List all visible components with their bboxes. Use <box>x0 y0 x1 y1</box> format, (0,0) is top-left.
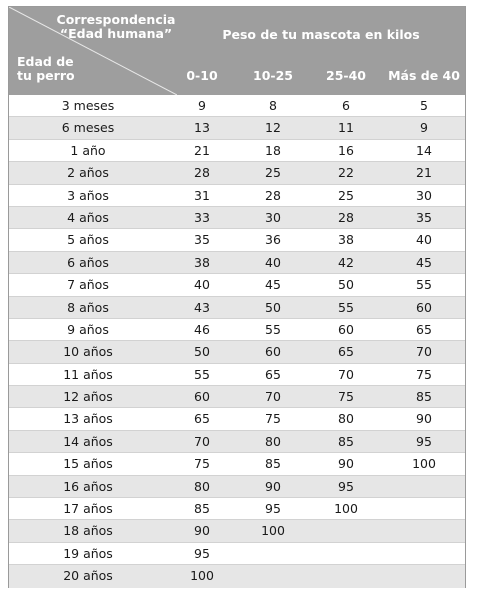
equivalent-age-cell: 95 <box>194 545 210 561</box>
equivalent-age-cell: 50 <box>338 277 354 293</box>
age-cell: 20 años <box>63 568 113 584</box>
equivalent-age-cell: 45 <box>265 277 281 293</box>
equivalent-age-cell: 21 <box>416 165 432 181</box>
equivalent-age-cell: 90 <box>416 411 432 427</box>
table-row <box>9 319 465 341</box>
table-row <box>9 140 465 162</box>
age-cell: 3 años <box>67 187 109 203</box>
age-cell: 12 años <box>63 389 113 405</box>
equivalent-age-cell: 38 <box>338 232 354 248</box>
equivalent-age-cell: 70 <box>338 366 354 382</box>
equivalent-age-cell: 35 <box>416 209 432 225</box>
equivalent-age-cell: 60 <box>338 321 354 337</box>
equivalent-age-cell: 60 <box>416 299 432 315</box>
equivalent-age-cell: 65 <box>338 344 354 360</box>
equivalent-age-cell: 80 <box>265 433 281 449</box>
equivalent-age-cell: 50 <box>265 299 281 315</box>
age-cell: 5 años <box>67 232 109 248</box>
column-header-mas-de-40: Más de 40 <box>388 68 460 83</box>
table-row <box>9 408 465 430</box>
age-cell: 7 años <box>67 277 109 293</box>
equivalent-age-cell: 45 <box>416 254 432 270</box>
equivalent-age-cell: 8 <box>269 98 277 113</box>
equivalent-age-cell: 36 <box>265 232 281 248</box>
equivalent-age-cell: 5 <box>420 98 428 113</box>
table-row <box>9 162 465 184</box>
equivalent-age-cell: 85 <box>338 433 354 449</box>
equivalent-age-cell: 95 <box>265 501 281 517</box>
column-header-25-40: 25-40 <box>326 68 366 83</box>
table-row <box>9 117 465 139</box>
equivalent-age-cell: 6 <box>342 98 350 113</box>
table-row <box>9 341 465 363</box>
equivalent-age-cell: 11 <box>338 120 354 136</box>
equivalent-age-cell: 90 <box>265 478 281 494</box>
table-row <box>9 95 465 117</box>
equivalent-age-cell: 33 <box>194 209 210 225</box>
age-cell: 13 años <box>63 411 113 427</box>
equivalent-age-cell: 75 <box>265 411 281 427</box>
age-cell: 1 año <box>70 142 106 158</box>
equivalent-age-cell: 28 <box>194 165 210 181</box>
table-row <box>9 274 465 296</box>
age-cell: 4 años <box>67 209 109 225</box>
equivalent-age-cell: 85 <box>416 389 432 405</box>
equivalent-age-cell: 28 <box>338 209 354 225</box>
age-cell: 17 años <box>63 501 113 517</box>
equivalent-age-cell: 100 <box>412 456 436 472</box>
equivalent-age-cell: 85 <box>265 456 281 472</box>
age-cell: 10 años <box>63 344 113 360</box>
table-row <box>9 386 465 408</box>
equivalent-age-cell: 75 <box>194 456 210 472</box>
equivalent-age-cell: 31 <box>194 187 210 203</box>
equivalent-age-cell: 16 <box>338 142 354 158</box>
table-body <box>9 95 465 588</box>
equivalent-age-cell: 25 <box>338 187 354 203</box>
equivalent-age-cell: 9 <box>420 120 428 136</box>
equivalent-age-cell <box>237 565 309 587</box>
equivalent-age-cell: 80 <box>194 478 210 494</box>
equivalent-age-cell: 40 <box>416 232 432 248</box>
equivalent-age-cell: 60 <box>265 344 281 360</box>
row-title <box>17 55 107 83</box>
equivalent-age-cell: 75 <box>338 389 354 405</box>
table-header <box>9 7 465 95</box>
table-row <box>9 297 465 319</box>
equivalent-age-cell <box>383 498 465 520</box>
age-cell: 19 años <box>63 545 113 561</box>
equivalent-age-cell: 85 <box>194 501 210 517</box>
equivalent-age-cell: 70 <box>416 344 432 360</box>
equivalent-age-cell <box>309 565 383 587</box>
equivalent-age-cell: 18 <box>265 142 281 158</box>
equivalent-age-cell: 21 <box>194 142 210 158</box>
equivalent-age-cell: 70 <box>265 389 281 405</box>
table-row <box>9 185 465 207</box>
equivalent-age-cell: 43 <box>194 299 210 315</box>
equivalent-age-cell: 46 <box>194 321 210 337</box>
age-cell: 16 años <box>63 478 113 494</box>
equivalent-age-cell: 100 <box>334 501 358 517</box>
weight-group-title: Peso de tu mascota en kilos <box>222 27 420 42</box>
column-header-10-25: 10-25 <box>253 68 293 83</box>
equivalent-age-cell: 25 <box>265 165 281 181</box>
dog-age-table <box>8 6 466 588</box>
row-title-line1: Edad de <box>17 54 74 69</box>
equivalent-age-cell: 30 <box>416 187 432 203</box>
age-cell: 18 años <box>63 523 113 539</box>
equivalent-age-cell: 100 <box>261 523 285 539</box>
age-cell: 8 años <box>67 299 109 315</box>
equivalent-age-cell: 65 <box>265 366 281 382</box>
equivalent-age-cell <box>309 520 383 542</box>
table-row <box>9 543 465 565</box>
equivalent-age-cell: 40 <box>194 277 210 293</box>
equivalent-age-cell: 38 <box>194 254 210 270</box>
equivalent-age-cell: 55 <box>416 277 432 293</box>
equivalent-age-cell: 35 <box>194 232 210 248</box>
equivalent-age-cell: 90 <box>194 523 210 539</box>
age-cell: 11 años <box>63 366 113 382</box>
equivalent-age-cell <box>383 520 465 542</box>
table-row <box>9 207 465 229</box>
table-row <box>9 431 465 453</box>
corner-title-line1: Correspondencia <box>56 12 176 27</box>
age-cell: 9 años <box>67 321 109 337</box>
equivalent-age-cell: 40 <box>265 254 281 270</box>
table-row <box>9 252 465 274</box>
age-cell: 6 meses <box>61 120 115 136</box>
equivalent-age-cell: 65 <box>416 321 432 337</box>
table-row <box>9 520 465 542</box>
table-row <box>9 476 465 498</box>
equivalent-age-cell: 80 <box>338 411 354 427</box>
age-cell: 3 meses <box>61 98 115 113</box>
equivalent-age-cell: 65 <box>194 411 210 427</box>
table-row <box>9 229 465 251</box>
equivalent-age-cell <box>383 476 465 498</box>
table-row <box>9 565 465 587</box>
table-row <box>9 453 465 475</box>
age-cell: 2 años <box>67 165 109 181</box>
column-header-0-10: 0-10 <box>186 68 218 83</box>
equivalent-age-cell: 55 <box>265 321 281 337</box>
equivalent-age-cell: 22 <box>338 165 354 181</box>
row-title-line2: tu perro <box>17 68 75 83</box>
equivalent-age-cell: 13 <box>194 120 210 136</box>
equivalent-age-cell: 12 <box>265 120 281 136</box>
equivalent-age-cell <box>237 543 309 565</box>
equivalent-age-cell: 55 <box>194 366 210 382</box>
table-row <box>9 364 465 386</box>
age-cell: 6 años <box>67 254 109 270</box>
table-row <box>9 498 465 520</box>
equivalent-age-cell: 95 <box>338 478 354 494</box>
age-cell: 15 años <box>63 456 113 472</box>
equivalent-age-cell: 55 <box>338 299 354 315</box>
equivalent-age-cell <box>309 543 383 565</box>
equivalent-age-cell: 95 <box>416 433 432 449</box>
equivalent-age-cell: 100 <box>190 568 214 584</box>
equivalent-age-cell: 70 <box>194 433 210 449</box>
age-cell: 14 años <box>63 433 113 449</box>
equivalent-age-cell <box>383 565 465 587</box>
equivalent-age-cell: 30 <box>265 209 281 225</box>
equivalent-age-cell <box>383 543 465 565</box>
equivalent-age-cell: 50 <box>194 344 210 360</box>
equivalent-age-cell: 90 <box>338 456 354 472</box>
corner-title-line2: “Edad humana” <box>59 26 173 41</box>
corner-title <box>51 13 181 41</box>
equivalent-age-cell: 14 <box>416 142 432 158</box>
equivalent-age-cell: 42 <box>338 254 354 270</box>
equivalent-age-cell: 9 <box>198 98 206 113</box>
equivalent-age-cell: 60 <box>194 389 210 405</box>
equivalent-age-cell: 28 <box>265 187 281 203</box>
equivalent-age-cell: 75 <box>416 366 432 382</box>
